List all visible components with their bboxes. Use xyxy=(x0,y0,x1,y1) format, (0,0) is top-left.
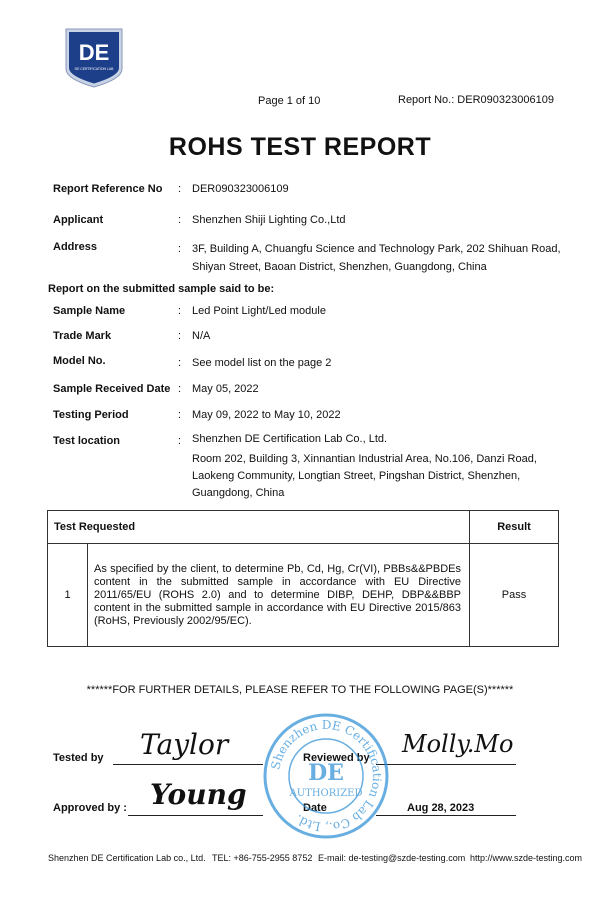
colon: : xyxy=(178,243,182,255)
approved-by-line xyxy=(128,815,263,816)
applicant-label: Applicant xyxy=(53,214,104,226)
report-number: Report No.: DER090323006109 xyxy=(398,94,554,106)
logo-subtext: DE CERTIFICATION LAB xyxy=(74,67,114,71)
row-description: As specified by the client, to determine Pb, Cd, Hg, Cr(VI), PBBs&&PBDEs content in the submitted sample in accordance with EU Directive 2011/65/EU (ROHS 2.0) and to determine DIBP, DEHP, DBP&&BBP content in the submitted sample in accordance with EU Directive 2015/863 (RoHS, Previously 2002/95/EC). xyxy=(88,544,470,647)
colon: : xyxy=(178,330,182,342)
reviewed-by-signature: Molly.Mo xyxy=(402,730,514,758)
logo-text: DE xyxy=(78,40,110,65)
stamp-center-bottom: AUTHORIZED xyxy=(289,788,363,799)
stamp-center-top: DE xyxy=(308,760,344,786)
period-label: Testing Period xyxy=(53,409,129,421)
certification-stamp xyxy=(262,712,390,840)
row-result: Pass xyxy=(470,544,559,647)
period-value: May 09, 2022 to May 10, 2022 xyxy=(192,409,341,421)
tested-by-line xyxy=(113,764,263,765)
colon: : xyxy=(178,383,182,395)
sample-name-value: Led Point Light/Led module xyxy=(192,305,326,317)
location-line-4: Guangdong, China xyxy=(192,487,285,499)
approved-by-signature: Young xyxy=(150,778,247,811)
header-result: Result xyxy=(470,511,559,544)
colon: : xyxy=(178,435,182,447)
model-no-label: Model No. xyxy=(53,355,106,367)
row-number: 1 xyxy=(48,544,88,647)
applicant-value: Shenzhen Shiji Lighting Co.,Ltd xyxy=(192,214,346,226)
received-value: May 05, 2022 xyxy=(192,383,259,395)
colon: : xyxy=(178,214,182,226)
address-line-2: Shiyan Street, Baoan District, Shenzhen, Guangdong, China xyxy=(192,261,487,273)
footer-tel: TEL: +86-755-2955 8752 xyxy=(212,853,313,863)
colon: : xyxy=(178,409,182,421)
test-table xyxy=(47,510,559,647)
address-line-1: 3F, Building A, Chuangfu Science and Technology Park, 202 Shihuan Road, xyxy=(192,243,561,255)
table-header-row xyxy=(48,511,559,544)
location-line-3: Laokeng Community, Longtian Street, Pingshan District, Shenzhen, xyxy=(192,470,521,482)
model-no-value: See model list on the page 2 xyxy=(192,357,332,369)
date-line xyxy=(376,815,516,816)
location-line-1: Shenzhen DE Certification Lab Co., Ltd. xyxy=(192,433,388,445)
header-test-requested: Test Requested xyxy=(48,511,470,544)
tested-by-signature: Taylor xyxy=(140,728,229,761)
stamp-ring-text: Shenzhen DE Certification Lab Co., Ltd. xyxy=(268,717,385,835)
colon: : xyxy=(178,183,182,195)
table-row xyxy=(48,544,559,647)
tested-by-label: Tested by xyxy=(53,752,104,764)
date-label: Date xyxy=(303,802,327,814)
reviewed-by-label: Reviewed by xyxy=(303,752,370,764)
further-details-note: ******FOR FURTHER DETAILS, PLEASE REFER TO THE FOLLOWING PAGE(S)****** xyxy=(86,684,514,696)
sample-section-heading: Report on the submitted sample said to be: xyxy=(48,283,275,295)
approved-by-label: Approved by : xyxy=(53,802,127,814)
trade-mark-label: Trade Mark xyxy=(53,330,112,342)
reviewed-by-line xyxy=(376,764,516,765)
received-label: Sample Received Date xyxy=(53,383,171,395)
footer-company: Shenzhen DE Certification Lab co., Ltd. xyxy=(48,853,206,863)
footer-web[interactable]: http://www.szde-testing.com xyxy=(470,853,583,863)
date-value: Aug 28, 2023 xyxy=(407,802,475,814)
address-label: Address xyxy=(53,241,98,253)
ref-label: Report Reference No xyxy=(53,183,163,195)
footer-email: E-mail: de-testing@szde-testing.com xyxy=(318,853,466,863)
sample-name-label: Sample Name xyxy=(53,305,126,317)
ref-value: DER090323006109 xyxy=(192,183,289,195)
page-number: Page 1 of 10 xyxy=(258,95,321,107)
location-label: Test location xyxy=(53,435,121,447)
company-logo xyxy=(64,27,124,89)
colon: : xyxy=(178,305,182,317)
document-title: ROHS TEST REPORT xyxy=(168,133,432,161)
trade-mark-value: N/A xyxy=(192,330,211,342)
location-line-2: Room 202, Building 3, Xinnantian Industrial Area, No.106, Danzi Road, xyxy=(192,453,537,465)
colon: : xyxy=(178,357,182,369)
